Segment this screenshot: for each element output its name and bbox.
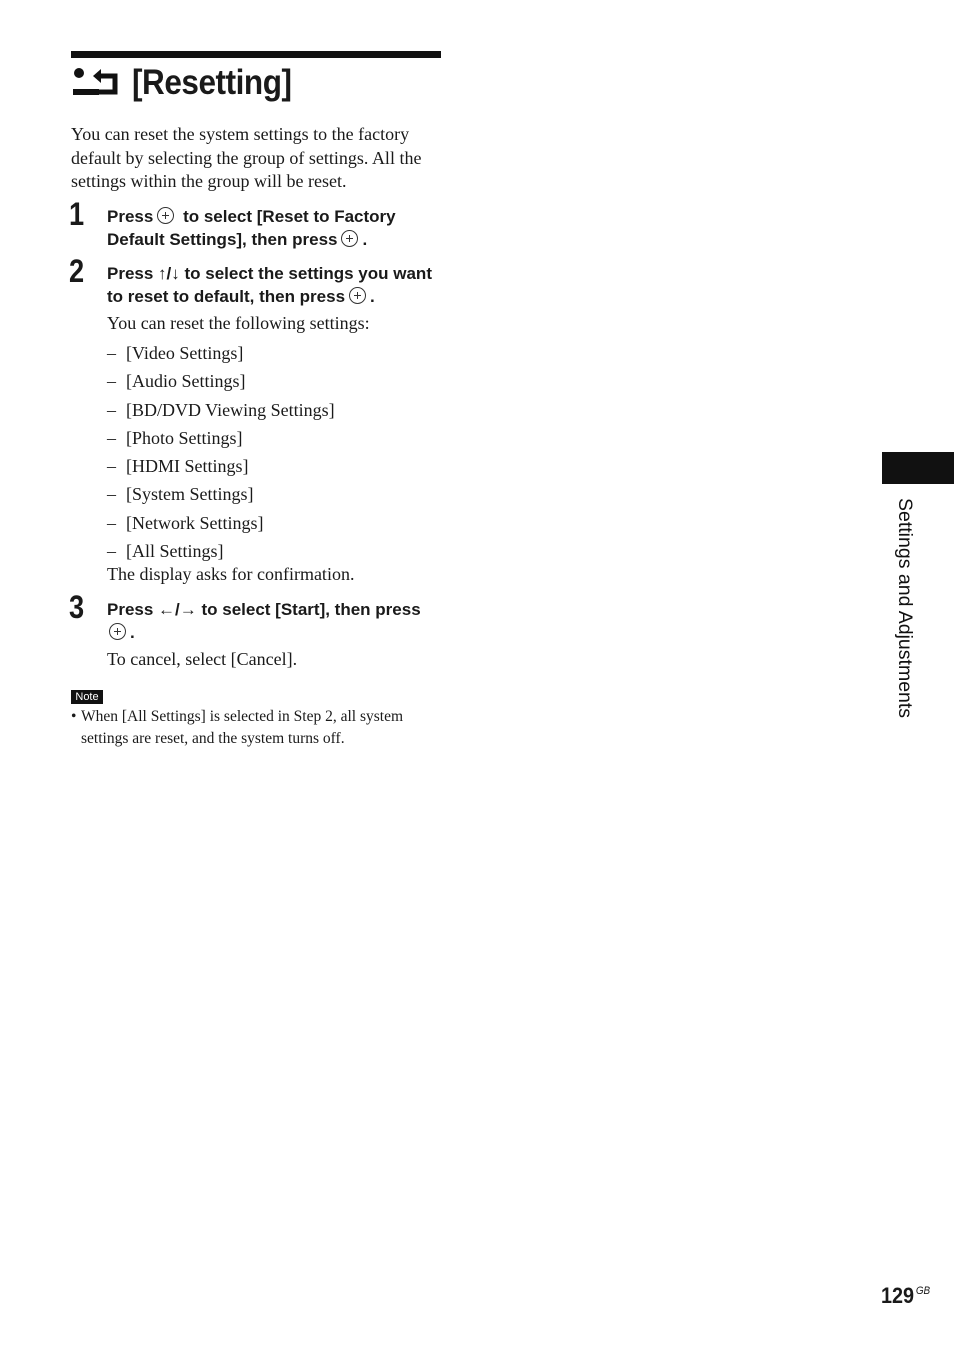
list-item-text: [All Settings]: [126, 541, 224, 562]
list-item: [107, 453, 335, 481]
step-text: Press ←/→ to select [Start], then press: [107, 600, 421, 619]
step-text: Press ↑/↓ to select the settings you want to reset to default, then press: [107, 264, 432, 306]
list-item-text: [Network Settings]: [126, 512, 264, 533]
step-instruction: [107, 598, 447, 644]
section-label: Settings and Adjustments: [894, 498, 916, 719]
intro-paragraph: You can reset the system settings to the factory default by selecting the group of settings. All the settings within the group will be reset.: [71, 124, 422, 191]
list-dash: –: [107, 371, 116, 392]
enter-button-icon: [157, 207, 174, 224]
list-item-text: [Video Settings]: [126, 343, 244, 363]
step-number: 3: [69, 589, 85, 625]
settings-list: [107, 340, 335, 566]
page-number-value: 129: [881, 1283, 915, 1308]
title-rule: [71, 51, 441, 58]
list-dash: –: [107, 343, 116, 363]
list-dash: –: [107, 399, 116, 420]
step-number: 2: [69, 253, 85, 289]
step-text: .: [130, 623, 135, 642]
list-dash: –: [107, 541, 116, 562]
list-item-text: [Photo Settings]: [126, 427, 243, 448]
step-text: Press: [107, 207, 154, 226]
enter-button-icon: [349, 287, 366, 304]
list-item: [107, 397, 335, 425]
enter-button-icon: [341, 230, 358, 247]
reset-icon: [71, 65, 121, 101]
enter-button-icon: [109, 623, 126, 640]
page-number: [881, 1283, 930, 1309]
list-item: [107, 368, 335, 396]
step-instruction: [107, 205, 447, 251]
list-item: [107, 481, 335, 509]
step-text: .: [362, 230, 368, 249]
list-dash: –: [107, 427, 116, 448]
list-dash: –: [107, 512, 116, 533]
confirmation-text: The display asks for confirmation.: [107, 564, 355, 584]
page-suffix: GB: [915, 1285, 931, 1297]
list-dash: –: [107, 484, 116, 505]
list-item: [107, 425, 335, 453]
list-item: [107, 510, 335, 538]
list-item-text: [Audio Settings]: [126, 371, 246, 392]
note-bullet: •: [71, 708, 77, 725]
page-title: [71, 63, 309, 103]
list-item-text: [BD/DVD Viewing Settings]: [126, 399, 335, 420]
list-item-text: [System Settings]: [126, 484, 254, 505]
step-text: to select [Reset to Factory Default Settings], then press: [107, 207, 396, 249]
note-line: settings are reset, and the system turns off.: [81, 730, 345, 747]
list-item-text: [HDMI Settings]: [126, 456, 249, 477]
title-text: [Resetting]: [132, 63, 292, 102]
note-line: When [All Settings] is selected in Step 2, all system: [81, 708, 404, 725]
note-badge: Note: [71, 690, 103, 704]
cancel-text: To cancel, select [Cancel].: [107, 649, 298, 669]
list-item: [107, 340, 335, 368]
list-dash: –: [107, 456, 116, 477]
step-instruction: [107, 262, 447, 308]
settings-intro: You can reset the following settings:: [107, 313, 370, 333]
step-text: .: [370, 287, 375, 306]
section-tab: [882, 452, 954, 484]
note-text: [71, 706, 443, 750]
step-number: 1: [69, 196, 85, 232]
